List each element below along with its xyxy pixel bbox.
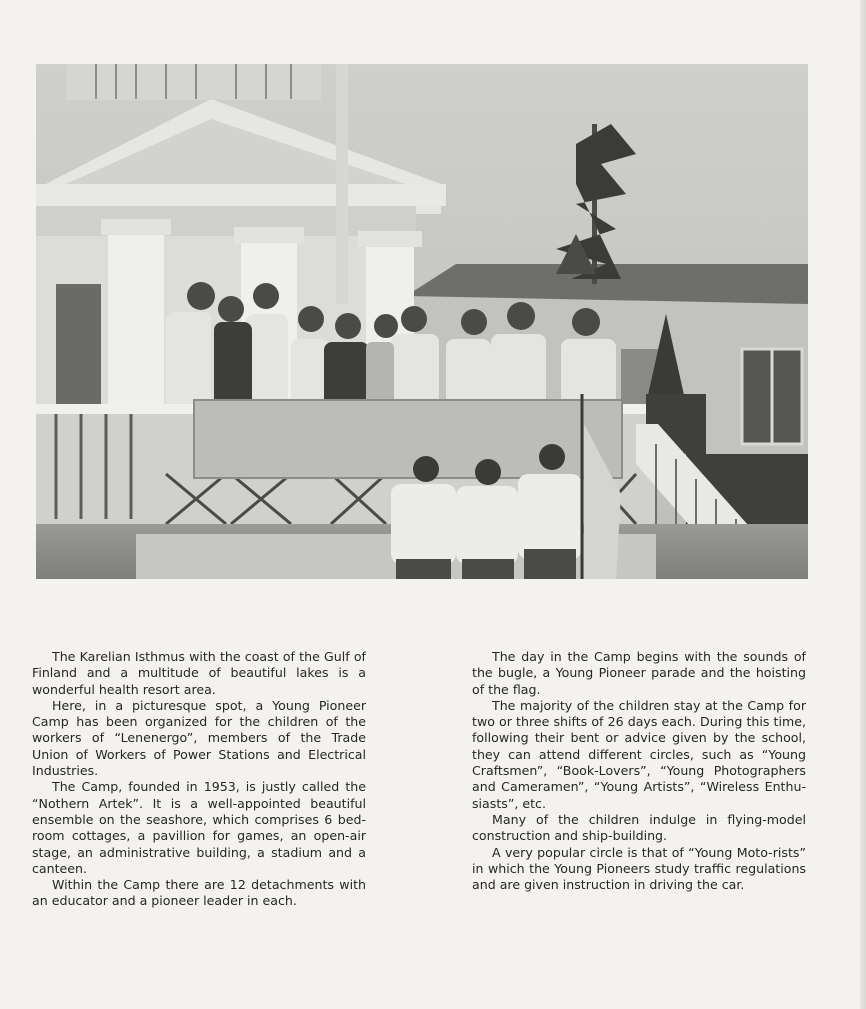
paragraph: The majority of the children stay at the Camp for two or three shifts of 26 days each. During this time, following their bent or advice given by the school, they can attend different circles, such as “Young Craftsmen”, “Book-Lovers”, “Young Photographers and Cameramen”, “Young Artists”, “Wireless Enthu-siasts”, etc.	[472, 697, 806, 811]
paragraph: Many of the children indulge in flying-model construction and ship-building.	[472, 811, 806, 844]
paragraph: Within the Camp there are 12 detachments with an educator and a pioneer leader in each.	[32, 877, 366, 909]
paragraph: The Camp, founded in 1953, is justly called the “Nothern Artek”. It is a well-appointed beautiful ensemble on the seashore, which comprises 6 bed-room cottages, a pavillion for games, an open-air stage, an administrative building, a stadium and a canteen.	[32, 779, 366, 876]
text-column-right	[472, 649, 806, 893]
paragraph: Here, in a picturesque spot, a Young Pioneer Camp has been organized for the children of the workers of “Lenenergo”, members of the Trade Union of Workers of Power Stations and Electrical Industries.	[32, 697, 366, 779]
camp-group-photo	[36, 64, 808, 579]
text-column-left	[32, 649, 366, 910]
page-edge	[860, 0, 866, 1009]
paragraph: The Karelian Isthmus with the coast of the Gulf of Finland and a multitude of beautiful lakes is a wonderful health resort area.	[32, 649, 366, 697]
paragraph: A very popular circle is that of “Young Moto-rists” in which the Young Pioneers study traffic regulations and are given instruction in driving the car.	[472, 844, 806, 893]
paragraph: The day in the Camp begins with the sounds of the bugle, a Young Pioneer parade and the hoisting of the flag.	[472, 649, 806, 697]
